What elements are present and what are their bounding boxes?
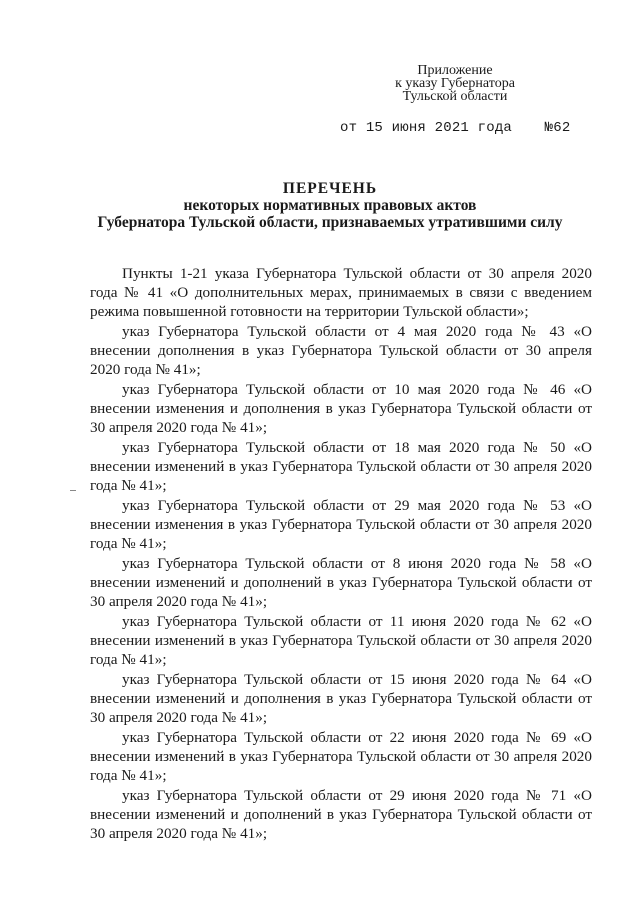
list-item: указ Губернатора Тульской области от 11 июня 2020 года № 62 «О внесении изменений в указ Губернатора Тульской области от 30 апреля 2020 года № 41»; (90, 613, 592, 668)
appendix-line-1: Приложение (417, 63, 493, 78)
margin-mark (70, 490, 76, 491)
list-item: указ Губернатора Тульской области от 29 мая 2020 года № 53 «О внесении изменения в указ Губернатора Тульской области от 30 апреля 2020 года № 41»; (90, 497, 592, 552)
title-subtitle-2: Губернатора Тульской области, признаваемых утратившими силу (97, 214, 563, 231)
dateline-number-label: № (544, 120, 554, 136)
appendix-line-3: Тульской области (402, 89, 508, 104)
list-item: указ Губернатора Тульской области от 15 июня 2020 года № 64 «О внесении изменений и дополнения в указ Губернатора Тульской области от 30 апреля 2020 года № 41»; (90, 671, 592, 726)
list-item: указ Губернатора Тульской области от 22 июня 2020 года № 69 «О внесении изменений в указ Губернатора Тульской области от 30 апреля 2020 года № 41»; (90, 729, 592, 784)
document-title (80, 180, 580, 231)
appendix-header (360, 64, 550, 103)
dateline-prefix: от (340, 120, 358, 136)
list-item: указ Губернатора Тульской области от 10 мая 2020 года № 46 «О внесении изменения и дополнения в указ Губернатора Тульской области от 30 апреля 2020 года № 41»; (90, 381, 592, 436)
document-dateline (340, 120, 590, 136)
title-subtitle-1: некоторых нормативных правовых актов (183, 197, 477, 214)
list-item: указ Губернатора Тульской области от 8 июня 2020 года № 58 «О внесении изменений и дополнений в указ Губернатора Тульской области от 30 апреля 2020 года № 41»; (90, 555, 592, 610)
title-main: ПЕРЕЧЕНЬ (282, 180, 378, 197)
list-item: Пункты 1-21 указа Губернатора Тульской области от 30 апреля 2020 года № 41 «О дополнительных мерах, принимаемых в связи с введением режима повышенной готовности на территории Тульской области»; (90, 265, 592, 320)
dateline-number: 62 (553, 120, 571, 136)
list-item: указ Губернатора Тульской области от 4 мая 2020 года № 43 «О внесении дополнения в указ Губернатора Тульской области от 30 апреля 2020 года № 41»; (90, 323, 592, 378)
appendix-line-2: к указу Губернатора (395, 76, 515, 91)
list-item: указ Губернатора Тульской области от 18 мая 2020 года № 50 «О внесении изменений в указ Губернатора Тульской области от 30 апреля 2020 года № 41»; (90, 439, 592, 494)
document-body (90, 264, 592, 844)
dateline-date: 15 июня 2021 года (365, 120, 513, 136)
list-item: указ Губернатора Тульской области от 29 июня 2020 года № 71 «О внесении изменений и дополнений в указ Губернатора Тульской области от 30 апреля 2020 года № 41»; (90, 787, 592, 842)
